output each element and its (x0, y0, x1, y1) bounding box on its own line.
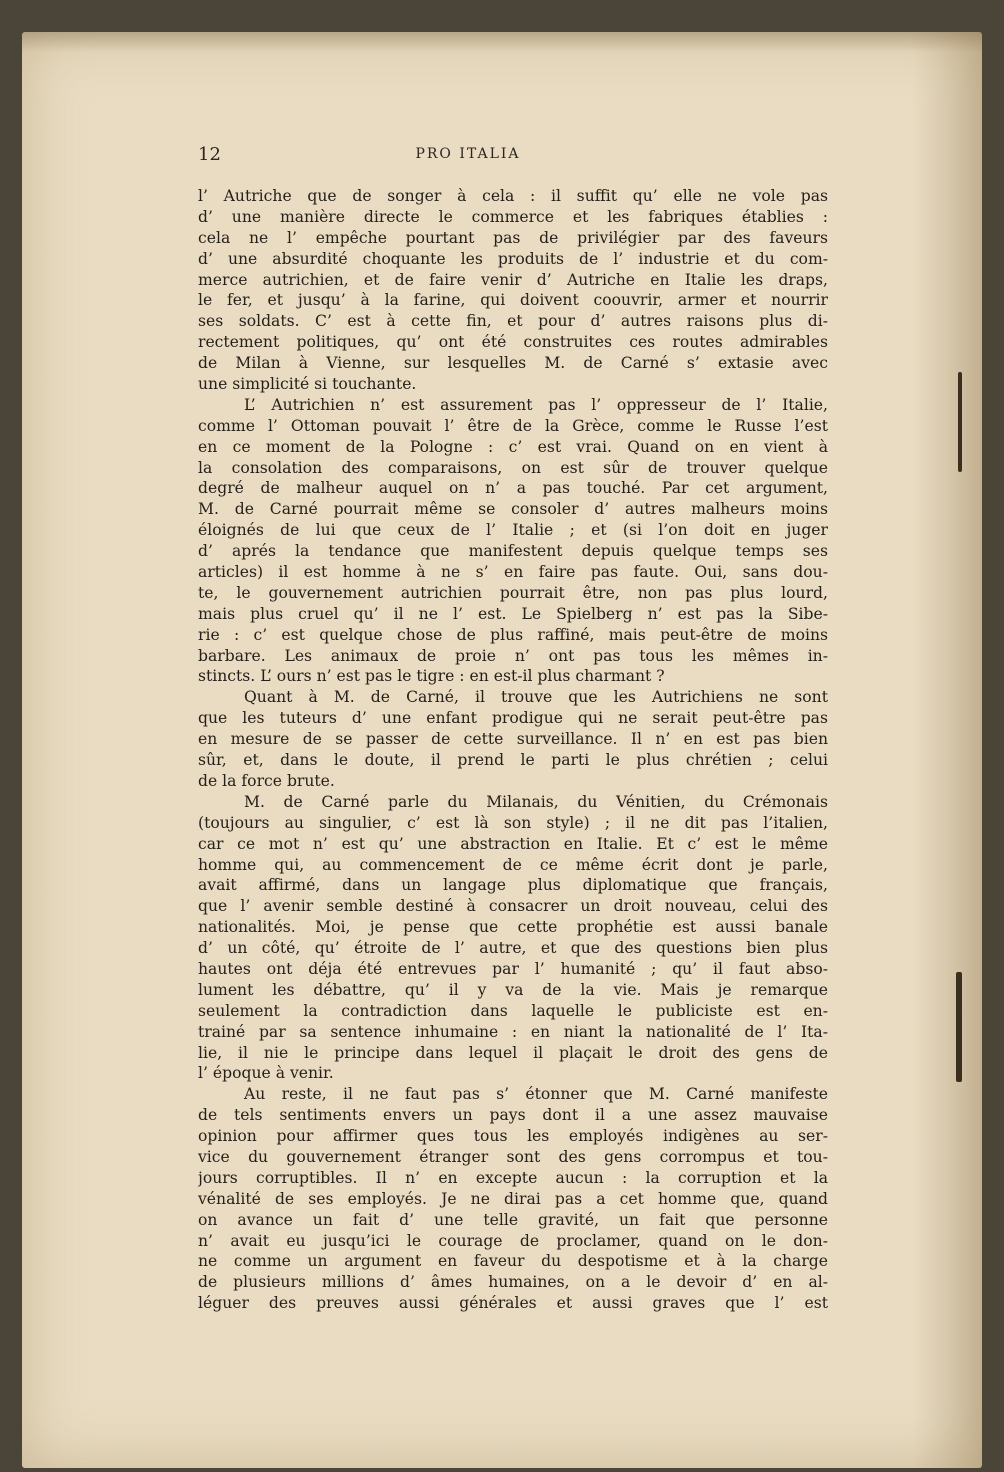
text-line: vénalité de ses employés. Je ne dirai pas a cet homme que, quand (198, 1189, 828, 1208)
text-line: seulement la contradiction dans laquelle le publiciste est en- (198, 1001, 828, 1020)
text-line: (toujours au singulier, c’ est là son style) ; il ne dit pas l’italien, (198, 813, 828, 832)
text-line: jours corruptibles. Il n’ en excepte aucun : la corruption et la (198, 1168, 828, 1187)
text-line: avait affirmé, dans un langage plus diplomatique que français, (198, 876, 828, 895)
text-line: merce autrichien, et de faire venir d’ Autriche en Italie les draps, (198, 270, 828, 289)
text-line: la consolation des comparaisons, on est sûr de trouver quelque (198, 458, 828, 477)
text-line: comme l’ Ottoman pouvait l’ être de la Grèce, comme le Russe l’est (198, 416, 828, 435)
text-line: rectement politiques, qu’ ont été construites ces routes admirables (198, 333, 828, 352)
text-line: d’ une manière directe le commerce et les fabriques établies : (198, 207, 828, 226)
text-line: mais plus cruel qu’ il ne l’ est. Le Spielberg n’ est pas la Sibe- (198, 604, 828, 623)
text-line: en mesure de se passer de cette surveillance. Il n’ en est pas bien (198, 730, 828, 749)
binding-thread-mark (958, 372, 962, 472)
body-text (198, 186, 828, 1314)
text-line: d’ un côté, qu’ étroite de l’ autre, et que des questions bien plus (198, 939, 828, 958)
text-line: cela ne l’ empêche pourtant pas de privilégier par des faveurs (198, 228, 828, 247)
text-line: lie, il nie le principe dans lequel il plaçait le droit des gens de (198, 1043, 828, 1062)
text-line: une simplicité si touchante. (198, 375, 417, 394)
text-line: de la force brute. (198, 771, 335, 790)
text-line: de plusieurs millions d’ âmes humaines, on a le devoir d’ en al- (198, 1273, 828, 1292)
text-line: M. de Carné parle du Milanais, du Vénitien, du Crémonais (244, 792, 828, 811)
text-line: articles) il est homme à ne s’ en faire pas faute. Oui, sans dou- (198, 563, 828, 582)
text-line: opinion pour affirmer ques tous les employés indigènes au ser- (198, 1127, 828, 1146)
text-line: lument les débattre, qu’ il y va de la vie. Mais je remarque (198, 980, 828, 999)
text-line: léguer des preuves aussi générales et aussi graves que l’ est (198, 1294, 828, 1313)
page-number: 12 (198, 144, 221, 165)
text-line: vice du gouvernement étranger sont des gens corrompus et tou- (198, 1147, 828, 1166)
text-line: l’ époque à venir. (198, 1064, 334, 1083)
text-line: on avance un fait d’ une telle gravité, un fait que personne (198, 1210, 828, 1229)
binding-thread-mark (956, 972, 962, 1082)
text-line: L’ Autrichien n’ est assurement pas l’ oppresseur de l’ Italie, (244, 395, 828, 414)
text-line: ne comme un argument en faveur du despotisme et à la charge (198, 1252, 828, 1271)
text-line: éloignés de lui que ceux de l’ Italie ; et (si l’on doit en juger (198, 521, 828, 540)
running-head: PRO ITALIA (415, 146, 521, 162)
text-line: degré de malheur auquel on n’ a pas touché. Par cet argument, (198, 479, 828, 498)
text-line: homme qui, au commencement de ce même écrit dont je parle, (198, 855, 828, 874)
text-line: te, le gouvernement autrichien pourrait être, non pas plus lourd, (198, 583, 828, 602)
text-line: n’ avait eu jusqu’ici le courage de proclamer, quand on le don- (198, 1231, 828, 1250)
text-line: hautes ont déja été entrevues par l’ humanité ; qu’ il faut abso- (198, 959, 828, 978)
text-line: Quant à M. de Carné, il trouve que les Autrichiens ne sont (244, 688, 828, 707)
text-line: en ce moment de la Pologne : c’ est vrai. Quand on en vient à (198, 437, 828, 456)
page-gutter-shading (912, 32, 982, 1468)
text-line: d’ une absurdité choquante les produits de l’ industrie et du com- (198, 249, 828, 268)
text-line: ses soldats. C’ est à cette fin, et pour d’ autres raisons plus di- (198, 312, 828, 331)
text-line: sûr, et, dans le doute, il prend le parti le plus chrétien ; celui (198, 751, 828, 770)
page-header (198, 144, 838, 168)
text-line: l’ Autriche que de songer à cela : il suffit qu’ elle ne vole pas (198, 187, 828, 205)
text-line: rie : c’ est quelque chose de plus raffiné, mais peut-être de moins (198, 625, 828, 644)
text-line: trainé par sa sentence inhumaine : en niant la nationalité de l’ Ita- (198, 1022, 828, 1041)
page-top-shadow (22, 32, 982, 52)
text-line: nationalités. Moi, je pense que cette prophétie est aussi banale (198, 918, 828, 937)
text-line: barbare. Les animaux de proie n’ ont pas tous les mêmes in- (198, 646, 828, 665)
text-line: de Milan à Vienne, sur lesquelles M. de Carné s’ extasie avec (198, 354, 828, 373)
text-line: que les tuteurs d’ une enfant prodigue qui ne serait peut-être pas (198, 709, 828, 728)
text-line: que l’ avenir semble destiné à consacrer un droit nouveau, celui des (198, 897, 828, 916)
text-line: M. de Carné pourrait même se consoler d’ autres malheurs moins (198, 500, 828, 519)
text-line: le fer, et jusqu’ à la farine, qui doivent coouvrir, armer et nourrir (198, 291, 828, 310)
text-line: car ce mot n’ est qu’ une abstraction en Italie. Et c’ est le même (198, 834, 828, 853)
text-line: stincts. L’ ours n’ est pas le tigre : en est-il plus charmant ? (198, 667, 665, 686)
text-line: Au reste, il ne faut pas s’ étonner que M. Carné manifeste (244, 1085, 828, 1104)
text-line: d’ aprés la tendance que manifestent depuis quelque temps ses (198, 542, 828, 561)
text-line: de tels sentiments envers un pays dont il a une assez mauvaise (198, 1106, 828, 1125)
